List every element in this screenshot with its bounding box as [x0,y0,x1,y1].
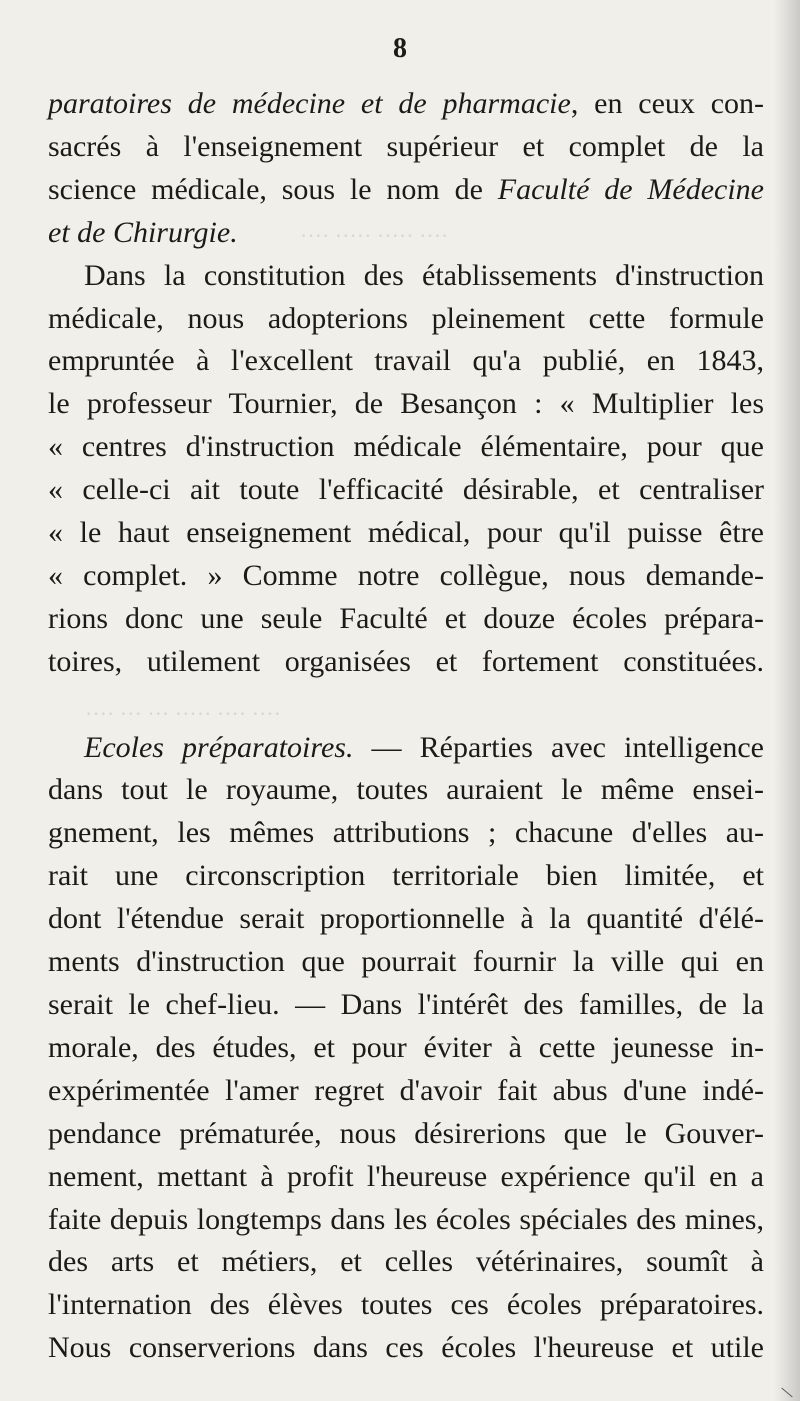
text-run: l'internation des élèves toutes ces écoles préparatoires. [48,1288,764,1322]
text-run: gnement, les mêmes attributions ; chacune d'elles au- [48,816,764,850]
text-line [48,212,764,255]
italic-text: Faculté de Médecine [497,172,764,206]
text-run: serait le chef-lieu. — Dans l'intérêt des familles, de la [48,988,764,1022]
text-line [48,169,764,212]
text-line [48,984,764,1027]
text-line [48,512,764,555]
text-run: morale, des études, et pour éviter à cette jeunesse in- [48,1030,764,1064]
text-line [48,126,764,169]
text-run: — Réparties avec intelligence [353,730,764,764]
text-line [48,812,764,855]
text-line [48,941,764,984]
text-run: Nous conserverions dans ces écoles l'heureuse et utile [48,1331,764,1365]
text-run: expérimentée l'amer regret d'avoir fait abus d'une indé- [48,1073,764,1107]
text-run: rait une circonscription territoriale bien limitée, et [48,859,764,893]
text-line [48,1156,764,1199]
text-run: « complet. » Comme notre collègue, nous demande- [48,558,764,592]
text-run: science médicale, sous le nom de [48,172,498,206]
text-run: Dans la constitution des établissements d'instruction [84,258,764,292]
text-line [48,598,764,641]
text-line [48,1327,764,1370]
text-line [48,426,764,469]
text-run: « celle-ci ait toute l'efficacité désirable, et centraliser [48,473,764,507]
text-line [48,255,764,298]
page-edge-shadow [774,0,800,1401]
text-run: empruntée à l'excellent travail qu'a publié, en 1843, [48,344,764,378]
text-line [48,555,764,598]
text-line [48,769,764,812]
text-line [48,469,764,512]
text-line [48,898,764,941]
text-run: toires, utilement organisées et fortement constituées. [48,644,764,678]
body-text [48,83,764,1370]
text-line [48,855,764,898]
text-line [48,727,764,770]
text-run: « le haut enseignement médical, pour qu'il puisse être [48,516,764,550]
italic-text: Ecoles préparatoires. [84,730,354,764]
text-line [48,1113,764,1156]
italic-text: paratoires de médecine et de pharmacie [48,87,571,120]
text-run: rions donc une seule Faculté et douze écoles prépara- [48,601,764,635]
text-run: des arts et métiers, et celles vétérinaires, soumît à [48,1245,764,1279]
italic-text: et de Chirurgie. [48,215,238,249]
text-line [48,1284,764,1327]
text-line [48,83,764,126]
text-run: le professeur Tournier, de Besançon : « Multiplier les [48,387,764,421]
text-line [48,340,764,383]
text-run: « centres d'instruction médicale élémentaire, pour que [48,430,764,464]
text-run: médicale, nous adopterions pleinement cette formule [48,301,764,335]
text-run: sacrés à l'enseignement supérieur et complet de la [48,129,764,163]
blank-line [48,684,764,727]
text-line [48,641,764,684]
text-run: ments d'instruction que pourrait fournir la ville qui en [48,945,764,979]
text-run: dans tout le royaume, toutes auraient le même ensei- [48,773,764,807]
text-line [48,1241,764,1284]
page-number: 8 [393,33,407,64]
text-run: , en ceux con- [570,87,764,120]
text-line [48,1070,764,1113]
text-run: dont l'étendue serait proportionnelle à la quantité d'élé- [48,902,764,936]
text-line [48,298,764,341]
text-run: pendance prématurée, nous désirerions que le Gouver- [48,1116,764,1150]
text-line [48,1027,764,1070]
text-run: faite depuis longtemps dans les écoles spéciales des mines, [48,1202,764,1236]
text-line [48,1199,764,1242]
text-line [48,383,764,426]
bleed-through-text: ···· ····· ····· ···· [300,223,449,248]
text-run: nement, mettant à profit l'heureuse expérience qu'il en a [48,1159,764,1193]
bleed-through-text: ···· ··· ··· ····· ···· ···· [85,701,282,726]
